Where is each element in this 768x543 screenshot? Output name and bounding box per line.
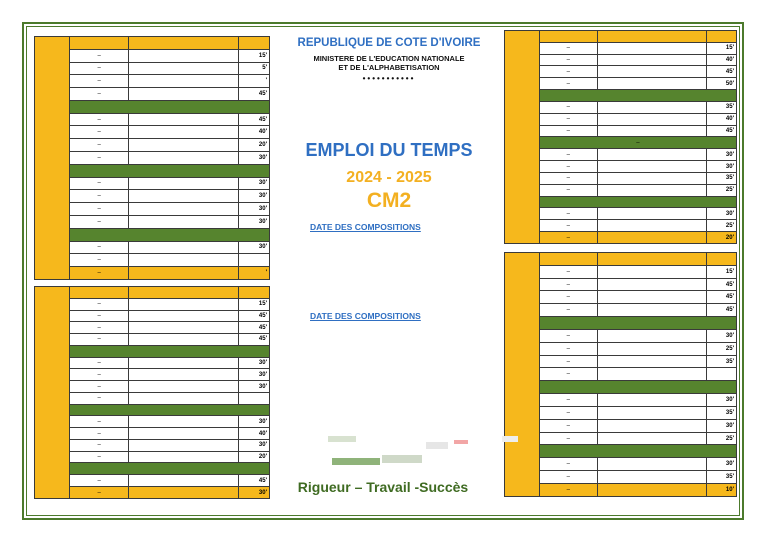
day-column bbox=[35, 287, 70, 499]
subject-cell: – bbox=[539, 172, 597, 184]
duration-cell bbox=[706, 368, 736, 381]
break-row bbox=[35, 100, 270, 113]
timetable-panel-right-top bbox=[504, 30, 737, 244]
activity-cell bbox=[597, 208, 706, 220]
break-row bbox=[505, 196, 737, 208]
activity-cell bbox=[129, 88, 239, 101]
break-cell bbox=[539, 381, 736, 394]
duration-cell: 15' bbox=[239, 298, 270, 310]
duration-cell: 40' bbox=[706, 113, 736, 125]
break-row bbox=[35, 228, 270, 241]
dots-divider: ••••••••••• bbox=[362, 74, 416, 83]
timetable-panel-right-bottom bbox=[504, 252, 737, 497]
break-row bbox=[505, 137, 737, 149]
duration-cell: 25' bbox=[706, 184, 736, 196]
header-cell bbox=[70, 287, 129, 299]
duration-cell: ' bbox=[239, 267, 270, 280]
table-row bbox=[35, 451, 270, 463]
ministry-line-1: MINISTERE DE L'EDUCATION NATIONALE bbox=[313, 54, 465, 63]
subject-cell: – bbox=[70, 126, 129, 139]
table-row bbox=[505, 149, 737, 161]
subject-cell: – bbox=[539, 232, 597, 244]
table-row bbox=[35, 381, 270, 393]
duration-cell: 35' bbox=[706, 355, 736, 368]
table-row bbox=[35, 369, 270, 381]
table-row bbox=[35, 88, 270, 101]
activity-cell bbox=[597, 265, 706, 278]
activity-cell bbox=[597, 419, 706, 432]
activity-cell bbox=[129, 267, 239, 280]
subject-cell: – bbox=[70, 334, 129, 346]
activity-cell bbox=[597, 355, 706, 368]
subject-cell: – bbox=[539, 265, 597, 278]
duration-cell: 30' bbox=[239, 439, 270, 451]
table-row bbox=[505, 66, 737, 78]
duration-cell: 45' bbox=[239, 113, 270, 126]
break-row bbox=[505, 445, 737, 458]
timetable bbox=[34, 286, 270, 499]
table-row bbox=[505, 394, 737, 407]
activity-cell bbox=[129, 310, 239, 322]
subject-cell: – bbox=[70, 49, 129, 62]
table-row bbox=[505, 101, 737, 113]
activity-cell bbox=[597, 304, 706, 317]
subject-cell: – bbox=[70, 215, 129, 228]
break-cell bbox=[70, 228, 270, 241]
ministry-heading bbox=[282, 54, 496, 72]
subject-cell: – bbox=[539, 66, 597, 78]
subject-cell: – bbox=[70, 298, 129, 310]
subject-cell: – bbox=[70, 152, 129, 165]
table-row bbox=[505, 125, 737, 137]
activity-cell bbox=[129, 254, 239, 267]
table-row bbox=[505, 232, 737, 244]
duration-cell: 15' bbox=[706, 42, 736, 54]
activity-cell bbox=[129, 451, 239, 463]
activity-cell bbox=[129, 215, 239, 228]
subject-cell: – bbox=[539, 291, 597, 304]
subject-cell: – bbox=[70, 357, 129, 369]
duration-cell: 25' bbox=[706, 432, 736, 445]
table-row bbox=[505, 278, 737, 291]
break-cell bbox=[70, 345, 270, 357]
table-row bbox=[35, 62, 270, 75]
table-row bbox=[505, 458, 737, 471]
class-level: CM2 bbox=[366, 189, 412, 212]
duration-cell: 30' bbox=[706, 458, 736, 471]
duration-cell: 45' bbox=[239, 334, 270, 346]
duration-cell: 30' bbox=[239, 241, 270, 254]
table-row bbox=[505, 265, 737, 278]
activity-cell bbox=[597, 66, 706, 78]
duration-cell: 35' bbox=[706, 101, 736, 113]
activity-cell bbox=[129, 152, 239, 165]
duration-cell: 20' bbox=[706, 232, 736, 244]
duration-cell: 35' bbox=[706, 406, 736, 419]
subject-cell: – bbox=[539, 101, 597, 113]
table-row bbox=[505, 329, 737, 342]
activity-cell bbox=[597, 220, 706, 232]
table-row bbox=[505, 342, 737, 355]
table-row bbox=[35, 177, 270, 190]
activity-cell bbox=[597, 368, 706, 381]
activity-cell bbox=[597, 232, 706, 244]
activity-cell bbox=[597, 394, 706, 407]
table-row bbox=[35, 267, 270, 280]
subject-cell: – bbox=[70, 62, 129, 75]
duration-cell: 45' bbox=[706, 278, 736, 291]
duration-cell: 45' bbox=[706, 66, 736, 78]
subject-cell: – bbox=[539, 419, 597, 432]
duration-cell: 30' bbox=[239, 177, 270, 190]
activity-cell bbox=[129, 439, 239, 451]
subject-cell: – bbox=[539, 54, 597, 66]
break-cell bbox=[539, 90, 736, 102]
subject-cell: – bbox=[539, 42, 597, 54]
subject-cell: – bbox=[539, 432, 597, 445]
table-row bbox=[35, 49, 270, 62]
break-cell bbox=[539, 196, 736, 208]
activity-cell bbox=[129, 62, 239, 75]
activity-cell bbox=[597, 471, 706, 484]
activity-cell bbox=[597, 54, 706, 66]
duration-cell: 45' bbox=[706, 125, 736, 137]
table-row bbox=[35, 439, 270, 451]
activity-cell bbox=[129, 381, 239, 393]
table-row bbox=[505, 432, 737, 445]
school-year: 2024 - 2025 bbox=[346, 169, 432, 186]
activity-cell bbox=[129, 475, 239, 487]
break-cell bbox=[70, 100, 270, 113]
activity-cell bbox=[597, 172, 706, 184]
duration-cell: 30' bbox=[239, 381, 270, 393]
duration-cell: ' bbox=[239, 75, 270, 88]
table-row bbox=[505, 113, 737, 125]
activity-cell bbox=[129, 322, 239, 334]
subject-cell: – bbox=[539, 355, 597, 368]
duration-cell: 45' bbox=[706, 291, 736, 304]
header-cell bbox=[539, 31, 597, 43]
break-cell bbox=[70, 463, 270, 475]
table-row bbox=[35, 392, 270, 404]
subject-cell: – bbox=[70, 428, 129, 440]
table-row bbox=[505, 419, 737, 432]
break-cell: – bbox=[539, 137, 736, 149]
subject-cell: – bbox=[70, 241, 129, 254]
header-cell bbox=[539, 253, 597, 266]
timetable bbox=[504, 252, 737, 497]
subject-cell: – bbox=[539, 342, 597, 355]
duration-cell: 25' bbox=[706, 220, 736, 232]
table-header-row bbox=[505, 253, 737, 266]
duration-cell: 30' bbox=[239, 203, 270, 216]
subject-cell: – bbox=[70, 267, 129, 280]
duration-cell: 15' bbox=[706, 265, 736, 278]
activity-cell bbox=[597, 184, 706, 196]
subject-cell: – bbox=[539, 394, 597, 407]
duration-cell: 20' bbox=[239, 451, 270, 463]
activity-cell bbox=[129, 392, 239, 404]
table-row bbox=[35, 113, 270, 126]
subject-cell: – bbox=[70, 369, 129, 381]
duration-cell bbox=[239, 254, 270, 267]
table-row bbox=[505, 172, 737, 184]
break-row bbox=[505, 90, 737, 102]
subject-cell: – bbox=[70, 310, 129, 322]
table-row bbox=[35, 334, 270, 346]
duration-cell: 45' bbox=[239, 322, 270, 334]
duration-cell: 5' bbox=[239, 62, 270, 75]
table-row bbox=[35, 152, 270, 165]
header-cell bbox=[597, 253, 706, 266]
duration-cell: 50' bbox=[706, 78, 736, 90]
subject-cell: – bbox=[70, 439, 129, 451]
break-row bbox=[35, 404, 270, 416]
header-cell bbox=[239, 37, 270, 50]
subject-cell: – bbox=[539, 483, 597, 496]
activity-cell bbox=[129, 487, 239, 499]
subject-cell: – bbox=[70, 139, 129, 152]
table-row bbox=[35, 475, 270, 487]
break-row bbox=[505, 317, 737, 330]
activity-cell bbox=[129, 416, 239, 428]
table-row bbox=[505, 42, 737, 54]
subject-cell: – bbox=[70, 392, 129, 404]
activity-cell bbox=[129, 49, 239, 62]
table-row bbox=[35, 298, 270, 310]
table-row bbox=[505, 483, 737, 496]
subject-cell: – bbox=[539, 149, 597, 161]
motto-footer: Rigueur – Travail -Succès bbox=[297, 479, 469, 495]
activity-cell bbox=[597, 278, 706, 291]
duration-cell: 20' bbox=[239, 139, 270, 152]
subject-cell: – bbox=[539, 184, 597, 196]
table-row bbox=[35, 215, 270, 228]
timetable-panel-left-top bbox=[34, 36, 270, 280]
subject-cell: – bbox=[70, 177, 129, 190]
duration-cell: 30' bbox=[706, 208, 736, 220]
activity-cell bbox=[129, 334, 239, 346]
header-cell bbox=[70, 37, 129, 50]
page-title: EMPLOI DU TEMPS bbox=[305, 140, 473, 160]
activity-cell bbox=[597, 291, 706, 304]
table-row bbox=[505, 406, 737, 419]
subject-cell: – bbox=[70, 75, 129, 88]
activity-cell bbox=[597, 432, 706, 445]
duration-cell: 35' bbox=[706, 172, 736, 184]
table-row bbox=[35, 190, 270, 203]
activity-cell bbox=[129, 428, 239, 440]
activity-cell bbox=[597, 42, 706, 54]
subject-cell: – bbox=[70, 416, 129, 428]
activity-cell bbox=[129, 241, 239, 254]
duration-cell: 10' bbox=[706, 483, 736, 496]
subject-cell: – bbox=[539, 161, 597, 173]
break-cell bbox=[70, 164, 270, 177]
table-header-row bbox=[505, 31, 737, 43]
duration-cell: 30' bbox=[706, 394, 736, 407]
subject-cell: – bbox=[539, 78, 597, 90]
table-header-row bbox=[35, 287, 270, 299]
header-cell bbox=[129, 37, 239, 50]
duration-cell: 30' bbox=[239, 416, 270, 428]
activity-cell bbox=[597, 161, 706, 173]
duration-cell: 45' bbox=[239, 310, 270, 322]
break-cell bbox=[539, 317, 736, 330]
activity-cell bbox=[129, 139, 239, 152]
table-row bbox=[35, 428, 270, 440]
subject-cell: – bbox=[539, 329, 597, 342]
table-row bbox=[505, 220, 737, 232]
table-row bbox=[35, 75, 270, 88]
activity-cell bbox=[597, 329, 706, 342]
activity-cell bbox=[597, 101, 706, 113]
duration-cell: 30' bbox=[706, 419, 736, 432]
ministry-line-2: ET DE L'ALPHABETISATION bbox=[338, 63, 440, 72]
table-row bbox=[505, 78, 737, 90]
duration-cell: 30' bbox=[706, 149, 736, 161]
duration-cell: 30' bbox=[239, 357, 270, 369]
subject-cell: – bbox=[539, 125, 597, 137]
duration-cell: 35' bbox=[706, 471, 736, 484]
subject-cell: – bbox=[539, 220, 597, 232]
duration-cell: 40' bbox=[239, 126, 270, 139]
decorative-smudge-graphic bbox=[322, 430, 522, 470]
activity-cell bbox=[129, 298, 239, 310]
subject-cell: – bbox=[70, 113, 129, 126]
break-row bbox=[35, 345, 270, 357]
table-row bbox=[505, 208, 737, 220]
table-row bbox=[35, 322, 270, 334]
activity-cell bbox=[129, 126, 239, 139]
break-cell bbox=[70, 404, 270, 416]
table-row bbox=[505, 184, 737, 196]
table-row bbox=[35, 487, 270, 499]
subject-cell: – bbox=[70, 322, 129, 334]
table-row bbox=[35, 203, 270, 216]
duration-cell: 45' bbox=[239, 88, 270, 101]
table-row bbox=[505, 304, 737, 317]
table-row bbox=[505, 355, 737, 368]
table-row bbox=[35, 139, 270, 152]
activity-cell bbox=[129, 357, 239, 369]
day-column bbox=[505, 31, 540, 244]
break-row bbox=[35, 164, 270, 177]
subject-cell: – bbox=[539, 368, 597, 381]
activity-cell bbox=[597, 78, 706, 90]
activity-cell bbox=[597, 149, 706, 161]
subject-cell: – bbox=[539, 113, 597, 125]
duration-cell: 30' bbox=[706, 329, 736, 342]
subject-cell: – bbox=[539, 471, 597, 484]
timetable bbox=[504, 30, 737, 244]
timetable-panel-left-bottom bbox=[34, 286, 270, 499]
duration-cell: 45' bbox=[706, 304, 736, 317]
subject-cell: – bbox=[70, 475, 129, 487]
compositions-link-2[interactable]: DATE DES COMPOSITIONS bbox=[310, 311, 421, 321]
table-row bbox=[35, 416, 270, 428]
subject-cell: – bbox=[539, 406, 597, 419]
table-row bbox=[505, 291, 737, 304]
table-row bbox=[35, 357, 270, 369]
table-row bbox=[505, 368, 737, 381]
subject-cell: – bbox=[70, 88, 129, 101]
duration-cell: 30' bbox=[239, 190, 270, 203]
table-row bbox=[35, 310, 270, 322]
header-cell bbox=[706, 31, 736, 43]
activity-cell bbox=[597, 458, 706, 471]
header-cell bbox=[597, 31, 706, 43]
table-row bbox=[505, 161, 737, 173]
activity-cell bbox=[129, 177, 239, 190]
activity-cell bbox=[597, 406, 706, 419]
duration-cell: 30' bbox=[239, 369, 270, 381]
activity-cell bbox=[129, 75, 239, 88]
duration-cell: 15' bbox=[239, 49, 270, 62]
duration-cell: 40' bbox=[239, 428, 270, 440]
republic-heading: REPUBLIQUE DE COTE D'IVOIRE bbox=[297, 37, 481, 49]
subject-cell: – bbox=[539, 304, 597, 317]
activity-cell bbox=[597, 483, 706, 496]
table-row bbox=[505, 54, 737, 66]
header-cell bbox=[129, 287, 239, 299]
duration-cell: 30' bbox=[239, 487, 270, 499]
subject-cell: – bbox=[70, 381, 129, 393]
duration-cell: 30' bbox=[239, 152, 270, 165]
activity-cell bbox=[129, 190, 239, 203]
duration-cell: 40' bbox=[706, 54, 736, 66]
day-column bbox=[35, 37, 70, 280]
subject-cell: – bbox=[70, 254, 129, 267]
activity-cell bbox=[597, 125, 706, 137]
duration-cell: 30' bbox=[706, 161, 736, 173]
subject-cell: – bbox=[70, 190, 129, 203]
table-row bbox=[35, 254, 270, 267]
table-row bbox=[505, 471, 737, 484]
subject-cell: – bbox=[539, 208, 597, 220]
activity-cell bbox=[597, 342, 706, 355]
table-row bbox=[35, 241, 270, 254]
duration-cell bbox=[239, 392, 270, 404]
subject-cell: – bbox=[70, 451, 129, 463]
subject-cell: – bbox=[70, 487, 129, 499]
duration-cell: 30' bbox=[239, 215, 270, 228]
table-row bbox=[35, 126, 270, 139]
subject-cell: – bbox=[539, 458, 597, 471]
subject-cell: – bbox=[539, 278, 597, 291]
break-cell bbox=[539, 445, 736, 458]
compositions-link-1[interactable]: DATE DES COMPOSITIONS bbox=[310, 222, 421, 232]
break-row bbox=[505, 381, 737, 394]
header-cell bbox=[706, 253, 736, 266]
subject-cell: – bbox=[70, 203, 129, 216]
activity-cell bbox=[129, 369, 239, 381]
header-cell bbox=[239, 287, 270, 299]
break-row bbox=[35, 463, 270, 475]
table-header-row bbox=[35, 37, 270, 50]
activity-cell bbox=[129, 113, 239, 126]
timetable bbox=[34, 36, 270, 280]
duration-cell: 25' bbox=[706, 342, 736, 355]
activity-cell bbox=[597, 113, 706, 125]
activity-cell bbox=[129, 203, 239, 216]
duration-cell: 45' bbox=[239, 475, 270, 487]
